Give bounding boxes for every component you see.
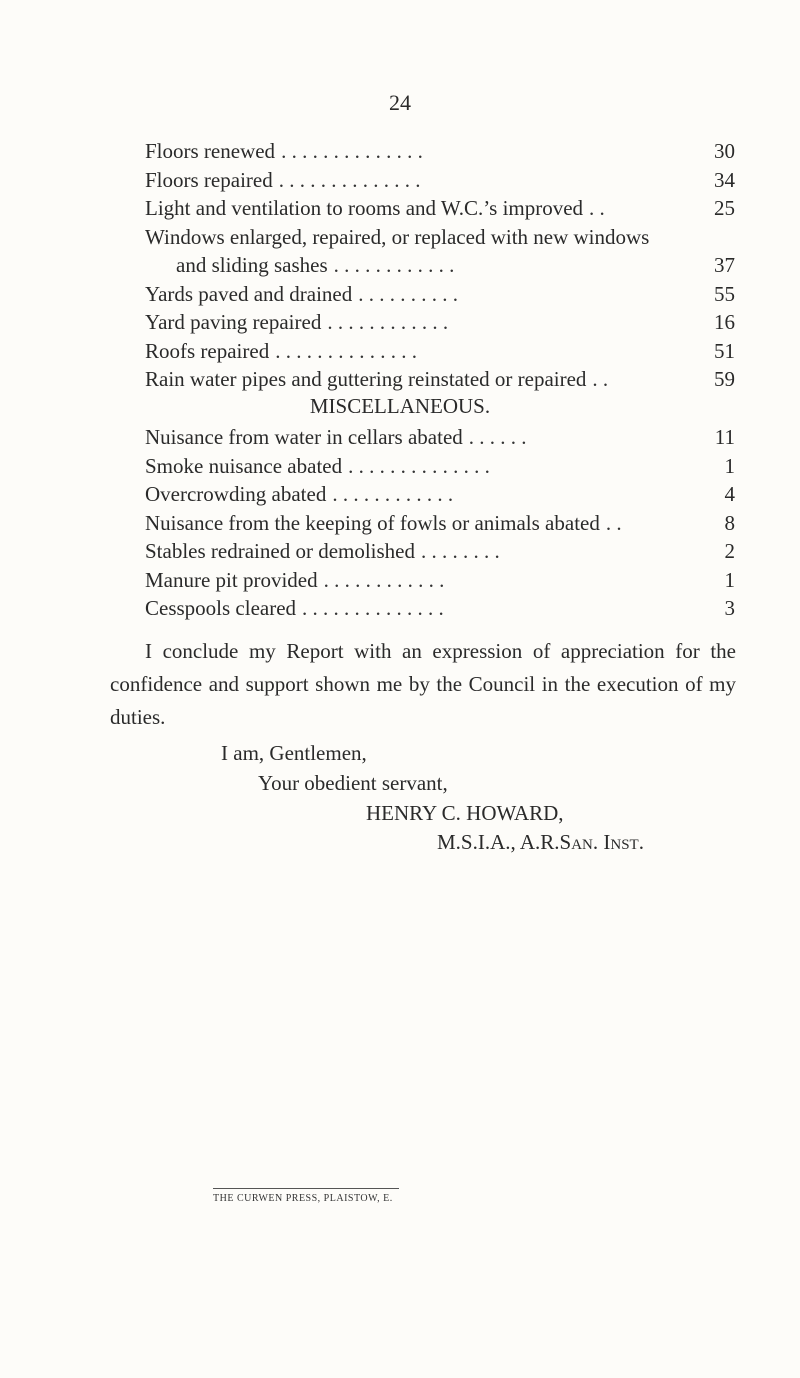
printer-imprint: THE CURWEN PRESS, PLAISTOW, E.	[213, 1193, 393, 1204]
miscellaneous-row	[145, 423, 735, 452]
miscellaneous-row	[145, 452, 735, 481]
dot-leader: . .	[589, 196, 605, 220]
improvement-row	[145, 280, 735, 309]
miscellaneous-row	[145, 480, 735, 509]
improvement-label: Floors renewed	[145, 139, 276, 163]
dot-leader: . .	[592, 367, 609, 391]
improvement-count: 37	[714, 253, 735, 277]
miscellaneous-row	[145, 566, 735, 595]
improvement-count: 16	[714, 310, 735, 334]
dot-leader: . . . . . . . . . . . . . .	[281, 139, 423, 163]
dot-leader: . . . . . . . . . . . .	[327, 310, 449, 334]
improvement-count: 34	[714, 167, 735, 192]
improvement-label: Light and ventilation to rooms and W.C.’s improved	[145, 196, 584, 220]
improvement-label: Rain water pipes and guttering reinstated or repaired	[145, 367, 587, 391]
dot-leader: . . . . . . . . . . . . . .	[275, 338, 417, 363]
improvement-row	[145, 251, 735, 280]
improvement-label: Yards paved and drained	[145, 281, 353, 306]
dot-leader: . . . . . . . . . . . .	[323, 567, 445, 592]
dot-leader: . . . . . . . . . . . .	[333, 253, 455, 277]
dot-leader: . . . . . . . . . .	[358, 281, 458, 306]
dot-leader: . . . . . . . . . . . . . .	[302, 596, 444, 620]
improvement-row	[145, 137, 735, 166]
improvement-row	[145, 166, 735, 195]
improvement-row	[145, 365, 735, 394]
dot-leader: . . . . . .	[468, 425, 527, 449]
signature-qualifications: M.S.I.A., A.R.San. Inst.	[437, 830, 644, 854]
improvement-row	[145, 337, 735, 366]
footer-rule	[213, 1188, 399, 1189]
miscellaneous-count: 1	[724, 453, 735, 478]
miscellaneous-label: Overcrowding abated	[145, 482, 327, 506]
improvement-count: 55	[714, 281, 735, 306]
signature-salutation: I am, Gentlemen,	[221, 741, 367, 765]
improvement-count: 51	[714, 338, 735, 363]
miscellaneous-label: Cesspools cleared	[145, 596, 297, 620]
improvement-row	[145, 194, 735, 223]
miscellaneous-label: Manure pit provided	[145, 567, 318, 592]
improvement-label: Floors repaired	[145, 167, 273, 192]
miscellaneous-label: Stables redrained or demolished	[145, 539, 416, 563]
dot-leader: . . . . . . . . . . . . . .	[348, 453, 490, 478]
dot-leader: . . . . . . . . . . . .	[332, 482, 454, 506]
miscellaneous-count: 1	[724, 567, 735, 592]
improvement-label: Roofs repaired	[145, 338, 270, 363]
miscellaneous-row	[145, 537, 735, 566]
miscellaneous-list	[145, 423, 735, 623]
signature-closing: Your obedient servant,	[258, 771, 448, 795]
dot-leader: . . . . . . . .	[421, 539, 500, 563]
miscellaneous-label: Nuisance from the keeping of fowls or animals abated	[145, 510, 600, 535]
improvement-row	[145, 223, 735, 252]
dot-leader: . .	[605, 510, 622, 535]
signature-name: HENRY C. HOWARD,	[366, 801, 564, 825]
miscellaneous-count: 2	[724, 539, 735, 563]
improvement-count: 30	[714, 139, 735, 163]
closing-paragraph: I conclude my Report with an expression of appreciation for the confidence and support shown me by the Council in the execution of my duties.	[110, 639, 736, 729]
miscellaneous-label: Smoke nuisance abated	[145, 453, 343, 478]
improvement-label: Windows enlarged, repaired, or replaced with new windows	[145, 224, 650, 249]
improvement-row	[145, 308, 735, 337]
section-heading-miscellaneous: MISCELLANEOUS.	[309, 394, 491, 418]
improvements-list	[145, 137, 735, 394]
miscellaneous-row	[145, 509, 735, 538]
page-number: 24	[389, 90, 411, 115]
dot-leader: . . . . . . . . . . . . . .	[278, 167, 421, 192]
miscellaneous-count: 11	[714, 425, 735, 449]
miscellaneous-label: Nuisance from water in cellars abated	[145, 425, 463, 449]
improvement-label: Yard paving repaired	[145, 310, 322, 334]
miscellaneous-row	[145, 594, 735, 623]
improvement-count: 25	[714, 196, 735, 220]
miscellaneous-count: 3	[724, 596, 735, 620]
miscellaneous-count: 4	[724, 482, 735, 506]
improvement-count: 59	[714, 367, 735, 391]
miscellaneous-count: 8	[724, 510, 735, 535]
improvement-label: and sliding sashes	[176, 253, 328, 277]
